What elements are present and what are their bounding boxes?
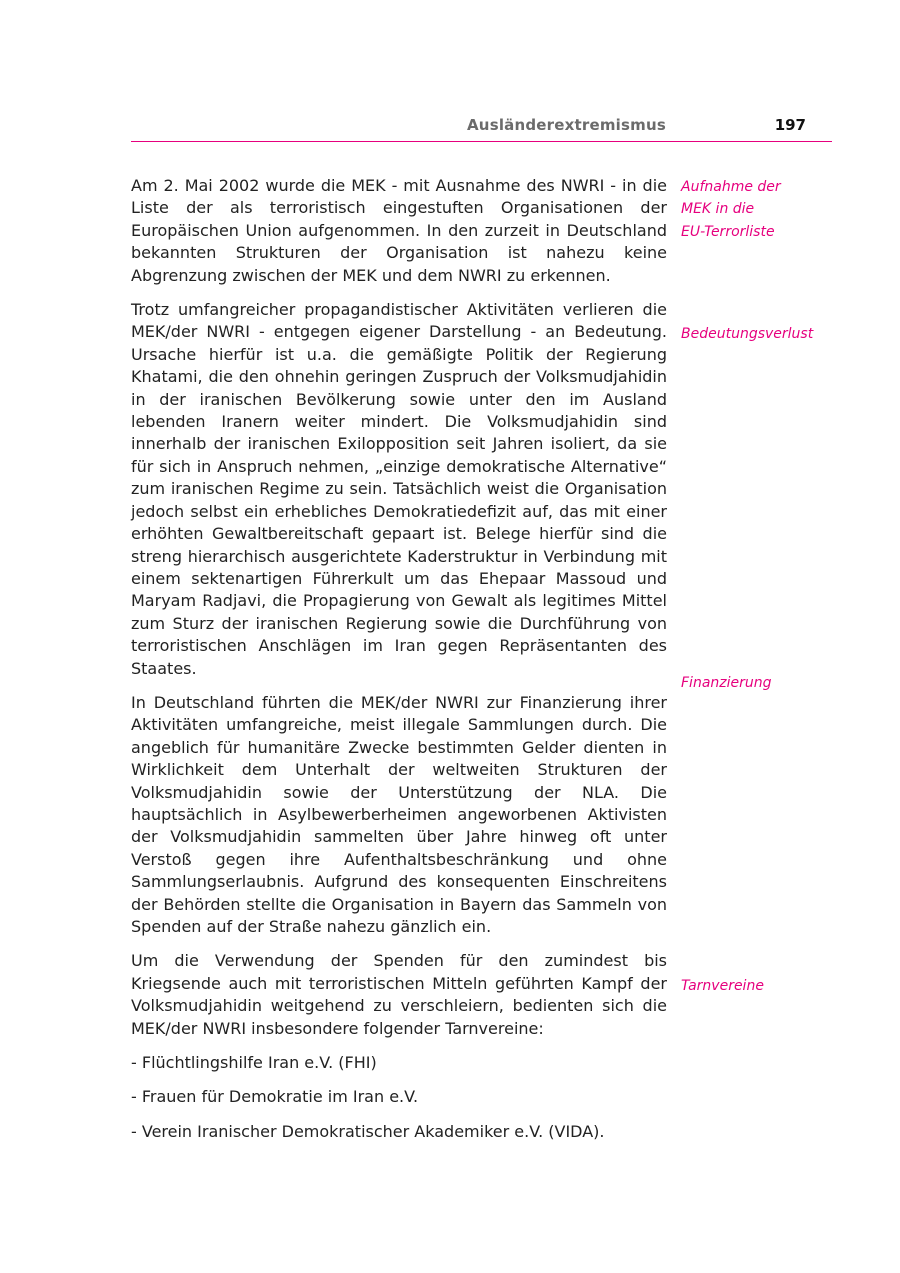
margin-note-line: EU-Terrorliste bbox=[681, 223, 775, 240]
list-item: - Flüchtlingshilfe Iran e.V. (FHI) bbox=[131, 1053, 377, 1073]
margin-note-aufnahme bbox=[681, 176, 821, 243]
header-title: Ausländerextremismus bbox=[467, 116, 666, 134]
margin-note-bedeutungsverlust: Bedeutungsverlust bbox=[681, 326, 814, 342]
paragraph-tarnvereine: Um die Verwendung der Spenden für den zumindest bis Kriegsende auch mit terroristischen Mitteln geführten Kampf der Volksmudjahidin weitgehend zu verschleiern, bedienten sich die MEK/der NWRI insbesondere folgender Tarnvereine: bbox=[131, 951, 667, 1038]
main-text bbox=[131, 175, 667, 1155]
margin-note-finanzierung: Finanzierung bbox=[681, 675, 772, 691]
paragraph-finanzierung: In Deutschland führten die MEK/der NWRI zur Finanzierung ihrer Aktivitäten umfangreiche, meist illegale Sammlungen durch. Die angeblich für humanitäre Zwecke bestimmten Gelder dienten in Wirklichkeit dem Unterhalt der weltweiten Strukturen der Volksmudjahidin sowie der Unterstützung der NLA. Die hauptsächlich in Asylbewerberheimen angeworbenen Aktivisten der Volksmudjahidin sammelten über Jahre hinweg oft unter Verstoß gegen ihre Aufenthaltsbeschränkung und ohne Sammlungserlaubnis. Aufgrund des konsequenten Einschreitens der Behörden stellte die Organisation in Bayern das Sammeln von Spenden auf der Straße nahezu gänzlich ein. bbox=[131, 692, 667, 936]
paragraph-bedeutungsverlust: Trotz umfangreicher propagandistischer Aktivitäten verlieren die MEK/der NWRI - entgegen eigener Darstellung - an Bedeutung. Ursache hierfür ist u.a. die gemäßigte Politik der Regierung Khatami, die den ohnehin geringen Zuspruch der Volksmudjahidin in der iranischen Bevölkerung sowie unter den im Ausland lebenden Iranern weiter mindert. Die Volksmudjahidin sind innerhalb der iranischen Exilopposition seit Jahren isoliert, da sie für sich in Anspruch nehmen, „einzige demokratische Alternative“ zum iranischen Regime zu sein. Tatsächlich weist die Organisation jedoch selbst ein erhebliches Demokratiedefizit auf, das mit einer erhöhten Gewaltbereitschaft gepaart ist. Belege hierfür sind die streng hierarchisch ausgerichtete Kaderstruktur in Verbindung mit einem sektenartigen Führerkult um das Ehepaar Massoud und Maryam Radjavi, die Propagierung von Gewalt als legitimes Mittel zum Sturz der iranischen Regierung sowie die Durchführung von terroristischen Anschlägen im Iran gegen Repräsentanten des Staates. bbox=[131, 300, 667, 678]
margin-note-line: Aufnahme der bbox=[681, 179, 781, 195]
page-number: 197 bbox=[774, 116, 806, 134]
list-item: - Frauen für Demokratie im Iran e.V. bbox=[131, 1087, 419, 1107]
list-item: - Verein Iranischer Demokratischer Akademiker e.V. (VIDA). bbox=[131, 1121, 605, 1141]
paragraph-eu-listing: Am 2. Mai 2002 wurde die MEK - mit Ausnahme des NWRI - in die Liste der als terroristisch eingestuften Organisationen der Europäischen Union aufgenommen. In den zurzeit in Deutschland bekannten Strukturen der Organisation ist nahezu keine Abgrenzung zwischen der MEK und dem NWRI zu erkennen. bbox=[131, 176, 667, 285]
margin-note-line: MEK in die bbox=[681, 201, 755, 218]
header-divider bbox=[131, 141, 832, 142]
running-header bbox=[131, 116, 832, 140]
margin-note-tarnvereine: Tarnvereine bbox=[681, 978, 764, 994]
